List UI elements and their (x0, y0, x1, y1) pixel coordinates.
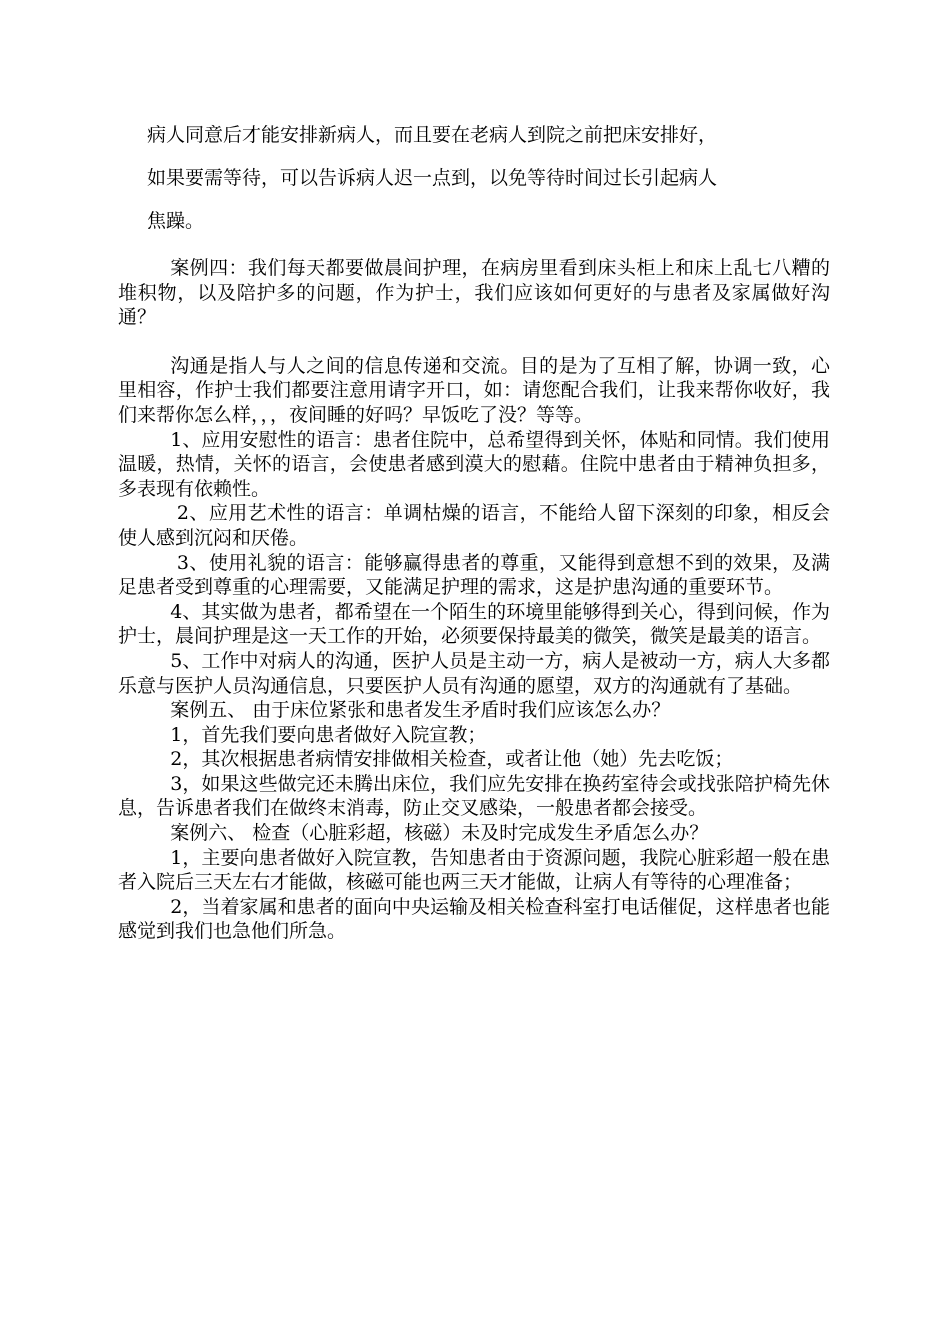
case-four-heading: 案例四：我们每天都要做晨间护理，在病房里看到床头柜上和床上乱七八糟的堆积物，以及陪护多的问题，作为护士，我们应该如何更好的与患者及家属做好沟通？ (118, 257, 830, 329)
point-care-and-smile: 4、其实做为患者，都希望在一个陌生的环境里能够得到关心，得到问候，作为护士，晨间护理是这一天工作的开始，必须要保持最美的微笑，微笑是最美的语言。 (118, 600, 830, 648)
communication-definition: 沟通是指人与人之间的信息传递和交流。目的是为了互相了解，协调一致，心里相容，作护士我们都要注意用请字开口，如：请您配合我们，让我来帮你收好，我们来帮你怎么样，，，夜间睡的好吗？早饭吃了没？等等。 (118, 354, 830, 426)
point-artistic-language: 2、应用艺术性的语言：单调枯燥的语言，不能给人留下深刻的印象，相反会使人感到沉闷和厌倦。 (118, 502, 830, 549)
case-six-step-1: 1，主要向患者做好入院宣教，告知患者由于资源问题，我院心脏彩超一般在患者入院后三天左右才能做，核磁可能也两三天才能做，让病人有等待的心理准备； (118, 846, 830, 894)
case-five-step-2: 2，其次根据患者病情安排做相关检查，或者让他（她）先去吃饭； (170, 748, 734, 771)
intro-line: 焦躁。 (147, 210, 205, 232)
case-five-step-3: 3，如果这些做完还未腾出床位，我们应先安排在换药室待会或找张陪护椅先休息，告诉患者我们在做终末消毒，防止交叉感染，一般患者都会接受。 (118, 772, 830, 820)
document-body (118, 256, 830, 944)
case-six-heading: 案例六、 检查（心脏彩超，核磁）未及时完成发生矛盾怎么办？ (170, 822, 709, 845)
point-proactive-communication: 5、工作中对病人的沟通，医护人员是主动一方，病人是被动一方，病人大多都乐意与医护人员沟通信息，只要医护人员有沟通的愿望，双方的沟通就有了基础。 (118, 649, 830, 697)
point-polite-language: 3、使用礼貌的语言：能够赢得患者的尊重，又能得到意想不到的效果，及满足患者受到尊重的心理需要，又能满足护理的需求，这是护患沟通的重要环节。 (118, 551, 830, 599)
case-five-heading: 案例五、 由于床位紧张和患者发生矛盾时我们应该怎么办？ (170, 699, 671, 722)
case-five-step-1: 1，首先我们要向患者做好入院宣教； (170, 723, 487, 746)
intro-continuation (147, 114, 827, 243)
intro-line: 如果要需等待，可以告诉病人迟一点到，以免等待时间过长引起病人 (147, 167, 718, 189)
point-comforting-language: 1、应用安慰性的语言：患者住院中，总希望得到关怀，体贴和同情。我们使用温暖，热情，关怀的语言，会使患者感到漠大的慰藉。住院中患者由于精神负担多，多表现有依赖性。 (118, 428, 830, 500)
intro-line: 病人同意后才能安排新病人，而且要在老病人到院之前把床安排好， (147, 124, 718, 146)
case-six-step-2: 2，当着家属和患者的面向中央运输及相关检查科室打电话催促，这样患者也能感觉到我们也急他们所急。 (118, 895, 830, 943)
